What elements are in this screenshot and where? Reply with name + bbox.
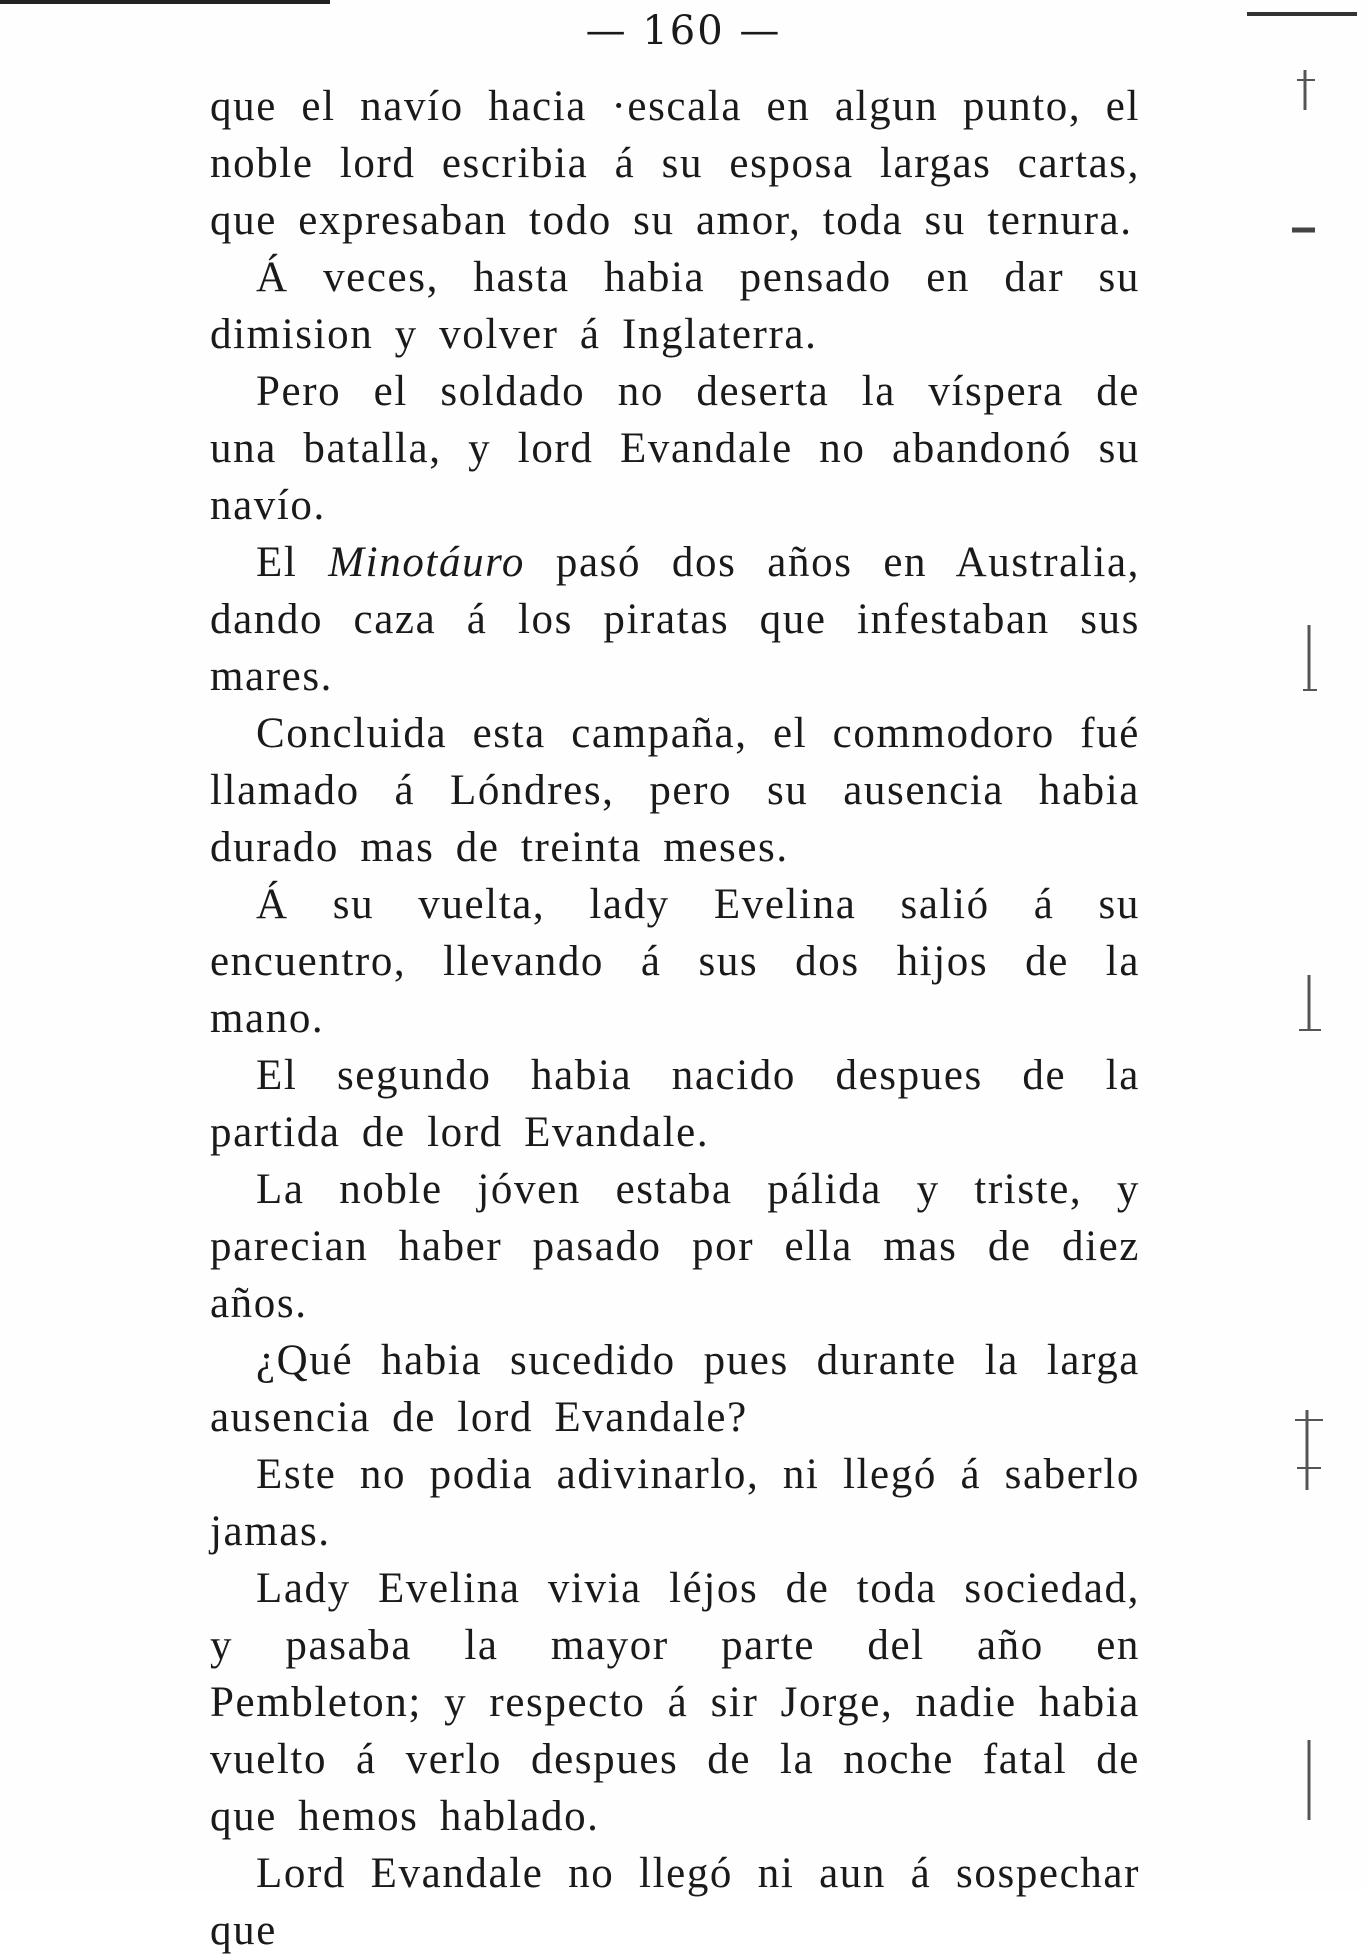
paragraph-6: Á su vuelta, lady Evelina salió á su encuentro, llevando á sus dos hijos de la mano. — [210, 881, 1140, 1042]
paragraph-10: Este no podia adivinarlo, ni llegó á saberlo jamas. — [210, 1451, 1140, 1555]
top-rule — [0, 0, 330, 4]
paragraph-4 — [210, 534, 1140, 705]
paragraph-8: La noble jóven estaba pálida y triste, y parecian haber pasado por ella mas de diez años. — [210, 1166, 1140, 1327]
paragraph-1: que el navío hacia ·escala en algun punto, el noble lord escribia á su esposa largas cartas, que expresaban todo su amor, toda su ternura. — [210, 83, 1140, 244]
paragraph-2: Á veces, hasta habia pensado en dar su dimision y volver á Inglaterra. — [210, 254, 1140, 358]
ship-name: Minotáuro — [328, 539, 526, 586]
margin-marks-graphic — [1247, 0, 1367, 1891]
paragraph-3: Pero el soldado no deserta la víspera de una batalla, y lord Evandale no abandonó su navío. — [210, 368, 1140, 529]
paragraph-5: Concluida esta campaña, el commodoro fué llamado á Lóndres, pero su ausencia habia durado mas de treinta meses. — [210, 710, 1140, 871]
body-text — [210, 78, 1140, 1959]
page-number: — 160 — — [585, 8, 782, 54]
paragraph-4-before: El — [256, 539, 329, 586]
paragraph-7: El segundo habia nacido despues de la partida de lord Evandale. — [210, 1052, 1140, 1156]
paragraph-4-after: pasó dos años en Australia, dando caza á los piratas que infestaban sus mares. — [210, 539, 1140, 700]
paragraph-11: Lady Evelina vivia léjos de toda sociedad, y pasaba la mayor parte del año en Pembleton; y respecto á sir Jorge, nadie habia vuelto á verlo despues de la noche fatal de que hemos hablado. — [210, 1565, 1140, 1840]
paragraph-9: ¿Qué habia sucedido pues durante la larga ausencia de lord Evandale? — [210, 1337, 1140, 1441]
paragraph-12: Lord Evandale no llegó ni aun á sospechar que — [210, 1850, 1140, 1954]
margin-show-through — [1247, 0, 1367, 1891]
